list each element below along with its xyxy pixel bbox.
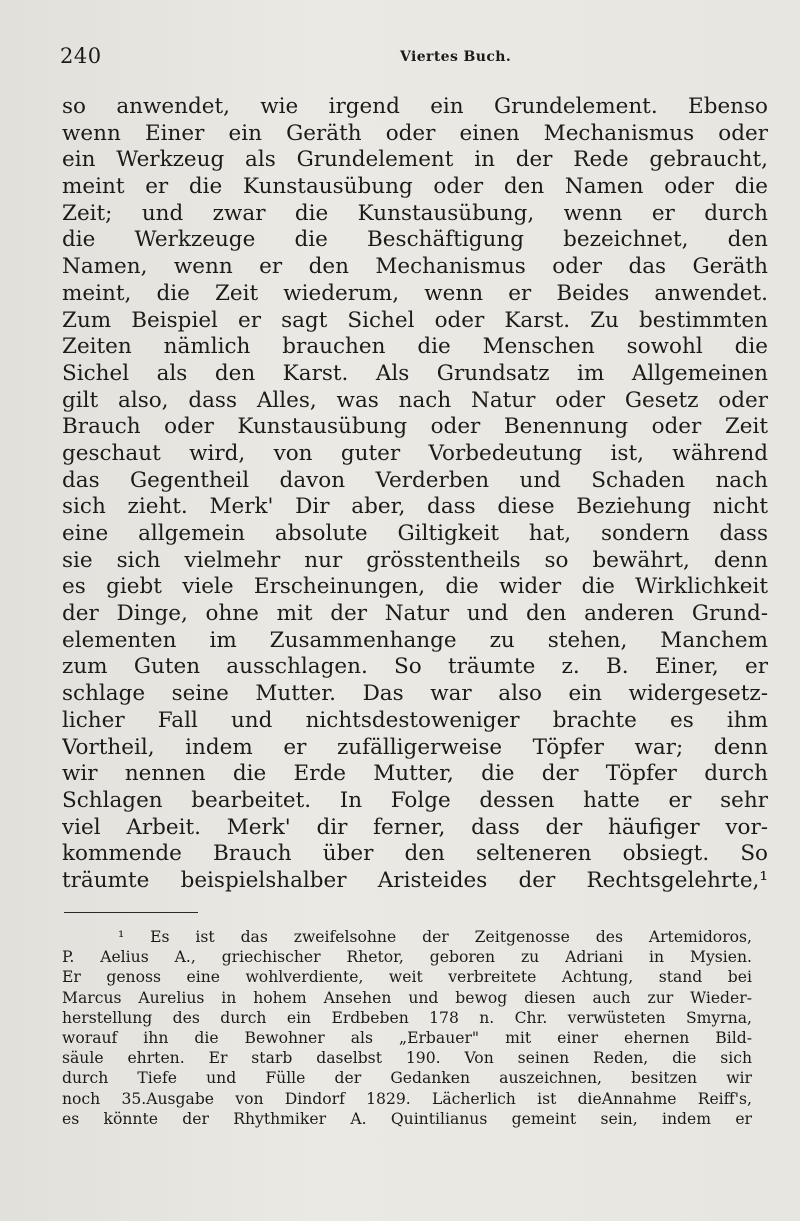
footnote [62,927,752,1129]
text-line: Zeit; und zwar die Kunstausübung, wenn er durch [62,200,768,226]
footnote-line: es könnte der Rhythmiker A. Quintilianus gemeint sein, indem er [62,1109,752,1128]
text-line: wir nennen die Erde Mutter, die der Töpfer durch [62,761,768,787]
footnote-line: Marcus Aurelius in hohem Ansehen und bewog diesen auch zur Wieder- [62,988,752,1007]
text-line: Sichel als den Karst. Als Grundsatz im Allgemeinen [62,360,768,386]
footnote-line: worauf ihn die Bewohner als „Erbauer" mit einer ehernen Bild- [62,1028,752,1047]
text-line: schlage seine Mutter. Das war also ein widergesetz- [62,681,768,707]
text-line: wenn Einer ein Geräth oder einen Mechanismus oder [62,120,768,146]
text-line: meint, die Zeit wiederum, wenn er Beides anwendet. [62,280,768,306]
footnote-line: durch Tiefe und Fülle der Gedanken auszeichnen, besitzen wir [62,1069,752,1088]
text-line: eine allgemein absolute Giltigkeit hat, sondern dass [62,521,768,546]
text-line: die Werkzeuge die Beschäftigung bezeichnet, den [62,227,768,253]
footnote-line: P. Aelius A., griechischer Rhetor, geboren zu Adriani in Mysien. [62,948,752,967]
footnote-line: noch 35.Ausgabe von Dindorf 1829. Lächerlich ist dieAnnahme Reiff's, [62,1089,752,1108]
footnote-separator [64,912,198,913]
text-line: ein Werkzeug als Grundelement in der Rede gebraucht, [62,147,768,173]
page-number: 240 [60,44,102,68]
text-line: das Gegentheil davon Verderben und Schaden nach [62,467,768,493]
footnote-line: säule ehrten. Er starb daselbst 190. Von seinen Reden, die sich [62,1049,752,1068]
text-line: Zum Beispiel er sagt Sichel oder Karst. Zu bestimmten [62,307,768,333]
text-line: es giebt viele Erscheinungen, die wider die Wirklichkeit [62,574,768,600]
footnote-line: herstellung des durch ein Erdbeben 178 n. Chr. verwüsteten Smyrna, [62,1008,752,1027]
text-line: Zeiten nämlich brauchen die Menschen sowohl die [62,334,768,360]
text-line: sie sich vielmehr nur grösstentheils so bewährt, denn [62,547,768,573]
text-line: so anwendet, wie irgend ein Grundelement. Ebenso [62,94,768,119]
page-header [60,44,770,74]
footnote-line: ¹ Es ist das zweifelsohne der Zeitgenosse des Artemidoros, [118,928,752,946]
text-line: licher Fall und nichtsdestoweniger brachte es ihm [62,707,768,733]
text-line: Vortheil, indem er zufälligerweise Töpfer war; denn [62,734,768,760]
footnote-line: Er genoss eine wohlverdiente, weit verbreitete Achtung, stand bei [62,968,752,987]
text-line: gilt also, dass Alles, was nach Natur oder Gesetz oder [62,387,768,413]
text-line: Brauch oder Kunstausübung oder Benennung oder Zeit [62,414,768,440]
text-line: der Dinge, ohne mit der Natur und den anderen Grund- [62,601,768,627]
text-line: träumte beispielshalber Aristeides der Rechtsgelehrte,¹ [62,867,768,893]
text-line: meint er die Kunstausübung oder den Namen oder die [62,174,768,200]
text-line: Schlagen bearbeitet. In Folge dessen hatte er sehr [62,787,768,813]
text-line: geschaut wird, von guter Vorbedeutung ist, während [62,440,768,466]
text-line: zum Guten ausschlagen. So träumte z. B. Einer, er [62,654,768,680]
text-line: kommende Brauch über den selteneren obsiegt. So [62,841,768,867]
text-line: viel Arbeit. Merk' dir ferner, dass der häufiger vor- [62,814,768,840]
main-text [62,94,768,895]
running-head: Viertes Buch. [400,49,512,65]
text-line: Namen, wenn er den Mechanismus oder das Geräth [62,254,768,280]
text-line: elementen im Zusammenhange zu stehen, Manchem [62,627,768,653]
text-line: sich zieht. Merk' Dir aber, dass diese Beziehung nicht [62,494,768,520]
